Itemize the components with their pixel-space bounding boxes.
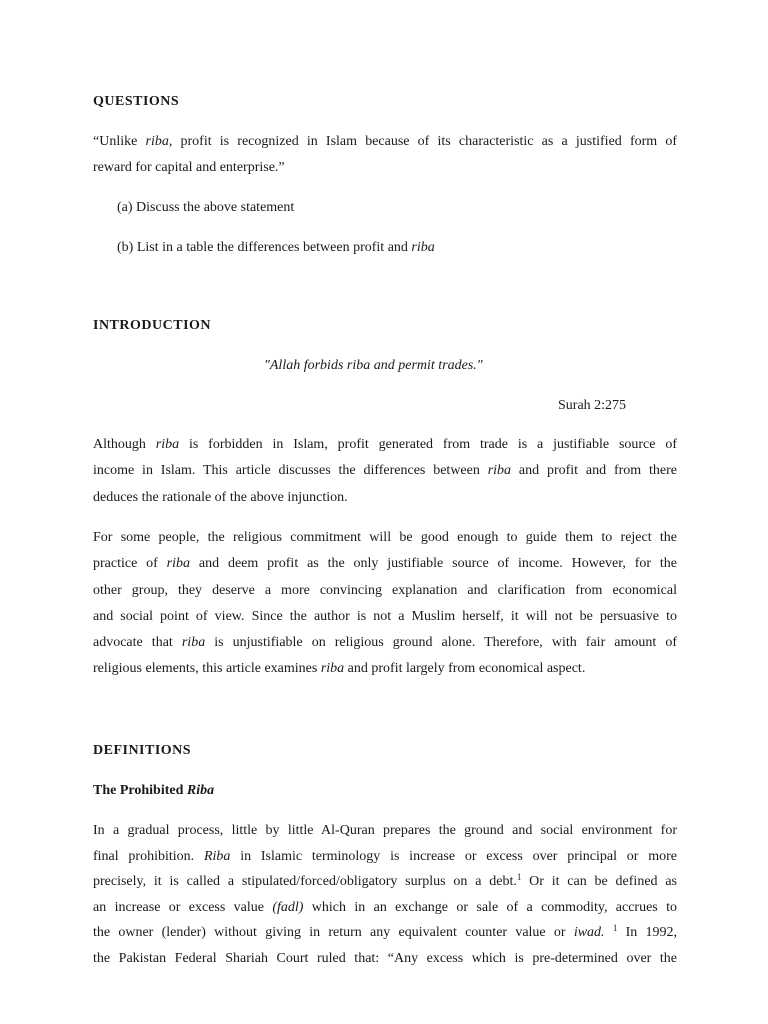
questions-heading: QUESTIONS: [93, 94, 180, 109]
question-item-b: (b) List in a table the differences between profit and riba: [117, 240, 435, 255]
def-line-5: the owner (lender) without giving in return any equivalent counter value or iwad. $^1$ In 1992,: [93, 923, 678, 941]
intro-paragraph-1: [93, 432, 677, 511]
intro-p2-line-6: religious elements, this article examines riba and profit largely from economical aspect.: [93, 661, 586, 677]
def-line-4: an increase or excess value (fadl) which in an exchange or sale of a commodity, accrues to: [93, 899, 677, 915]
def-line-6: the Pakistan Federal Shariah Court ruled that: “Any excess which is pre-determined over the: [93, 950, 677, 966]
def-line-1: In a gradual process, little by little Al-Quran prepares the ground and social environment for: [93, 823, 677, 838]
footnote-ref-2[interactable]: 1: [612, 923, 618, 934]
def-line-2: final prohibition. Riba in Islamic terminology is increase or excess over principal or more: [93, 848, 677, 864]
footnote-ref-1[interactable]: 1: [516, 872, 522, 883]
definitions-heading: DEFINITIONS: [93, 743, 192, 758]
intro-p2-line-2: practice of riba and deem profit as the only justifiable source of income. However, for the: [93, 556, 677, 572]
question-item-a: (a) Discuss the above statement: [117, 200, 295, 215]
def-line-3: precisely, it is called a stipulated/forced/obligatory surplus on a debt.$^1$ Or it can be defined as: [93, 872, 677, 890]
prohibited-riba-subheading: The Prohibited Riba: [93, 783, 215, 798]
intro-p2-line-3: other group, they deserve a more convincing explanation and clarification from economical: [93, 582, 677, 598]
epigraph: "Allah forbids riba and permit trades.": [264, 358, 483, 373]
intro-p2-line-4: and social point of view. Since the author is not a Muslim herself, it will not be persuasive to: [93, 608, 677, 624]
quote-line-2: reward for capital and enterprise.”: [93, 160, 285, 175]
intro-paragraph-2: [93, 525, 677, 683]
introduction-heading: INTRODUCTION: [93, 318, 212, 333]
definitions-paragraph: [93, 818, 677, 972]
questions-quote: [93, 129, 677, 181]
epigraph-citation: Surah 2:275: [558, 398, 627, 413]
intro-p1-line-2: income in Islam. This article discusses the differences between riba and profit and from there: [93, 463, 677, 479]
intro-p2-line-1: For some people, the religious commitment will be good enough to guide them to reject the: [93, 530, 677, 545]
intro-p2-line-5: advocate that riba is unjustifiable on religious ground alone. Therefore, with fair amount of: [93, 635, 677, 651]
quote-line-1: “Unlike riba, profit is recognized in Islam because of its characteristic as a justified form of: [93, 134, 677, 149]
intro-p1-line-1: Although riba is forbidden in Islam, profit generated from trade is a justifiable source of: [93, 437, 678, 452]
intro-p1-line-3: deduces the rationale of the above injunction.: [93, 489, 348, 505]
